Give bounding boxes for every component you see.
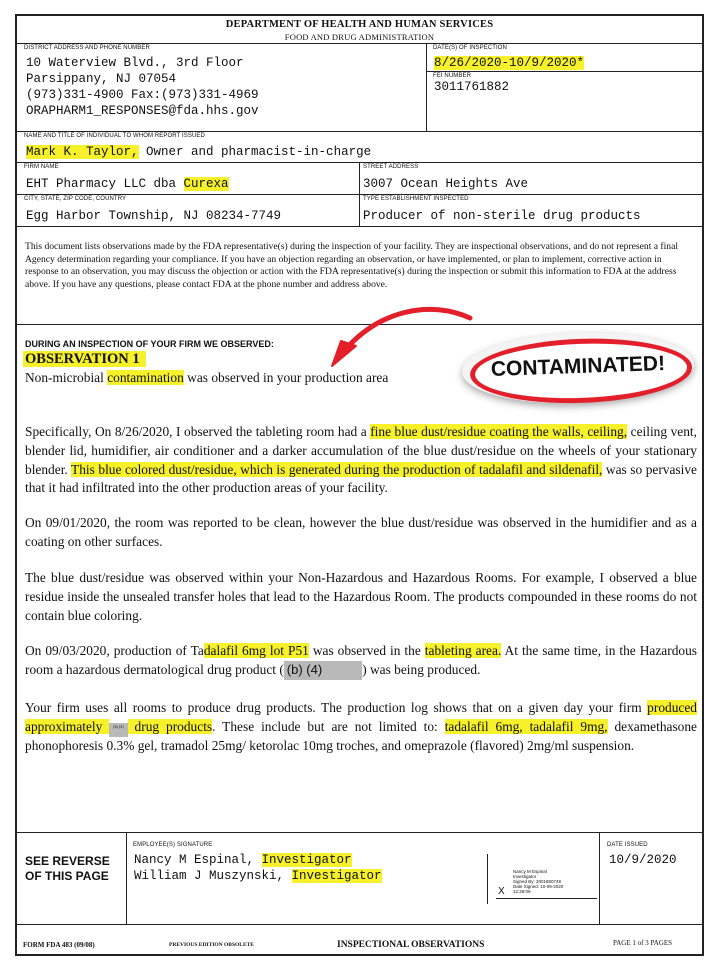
department-heading: DEPARTMENT OF HEALTH AND HUMAN SERVICES — [225, 19, 494, 30]
individual-title: Owner and pharmacist-in-charge — [138, 145, 372, 159]
p1-text: Specifically, On 8/26/2020, I observed the tableting room had a — [25, 424, 371, 439]
observed-heading: DURING AN INSPECTION OF YOUR FIRM WE OBSERVED: — [25, 339, 274, 349]
red-arrow-head-icon — [332, 341, 356, 366]
establishment-value: Producer of non-sterile drug products — [363, 209, 641, 223]
red-arrow-icon — [345, 309, 470, 350]
p5-highlight-2: drug products — [127, 718, 213, 734]
fei-label: FEI NUMBER — [433, 73, 472, 79]
inspection-dates-label: DATE(S) OF INSPECTION — [433, 45, 507, 51]
p4-text: was observed in the — [308, 643, 425, 658]
city-value: Egg Harbor Township, NJ 08234-7749 — [26, 209, 282, 223]
stamp-line: Signed By: 2001860749 — [513, 879, 562, 884]
district-line-2: Parsippany, NJ 07054 — [26, 72, 177, 86]
p4-text: At the same time, in the Hazardous room a hazardous dermatological drug product ( — [25, 643, 698, 677]
p1-highlight-2: This blue colored dust/residue, which is generated during the production of tadalafil and sildenafil, — [71, 461, 603, 477]
city-label: CITY, STATE, ZIP CODE, COUNTRY — [24, 196, 127, 202]
street-value: 3007 Ocean Heights Ave — [363, 177, 529, 191]
footer-title: INSPECTIONAL OBSERVATIONS — [337, 940, 485, 950]
signer-2-name: William J Muszynski, — [134, 869, 292, 883]
firm-label: FIRM NAME — [24, 164, 59, 170]
p1-text: was so pervasive that it had infiltrated into the other production areas of your facility. — [25, 461, 697, 496]
street-label: STREET ADDRESS — [363, 164, 419, 170]
paragraph-2: On 09/01/2020, the room was reported to be clean, however the blue dust/residue was observed in the humidifier and as a coating on other surfaces. — [25, 515, 697, 549]
district-label: DISTRICT ADDRESS AND PHONE NUMBER — [24, 45, 150, 51]
p5-highlight-1: produced approximately — [25, 700, 697, 734]
individual-name: Mark K. Taylor, — [26, 145, 139, 159]
see-reverse-line-2: OF THIS PAGE — [25, 869, 109, 883]
date-issued-label: DATE ISSUED — [607, 842, 648, 848]
establishment-label: TYPE ESTABLISHMENT INSPECTED — [363, 196, 469, 202]
p5-text: . These include but are not limited to: — [212, 718, 445, 734]
signer-1-name: Nancy M Espinal, — [134, 853, 262, 867]
p5-highlight-3: tadalafil 6mg, tadalafil 9mg, — [444, 718, 608, 734]
firm-dba: Curexa — [183, 177, 229, 191]
inspection-dates-text: 8/26/2020-10/9/2020* — [434, 56, 585, 70]
obs-lead-a: Non-microbial — [25, 370, 108, 385]
stamp-line: Investigator — [513, 874, 537, 879]
redaction-box: (b) (4) — [284, 661, 362, 680]
obs-lead-c: was observed in your production area — [183, 370, 389, 385]
p5-text: Your firm uses all rooms to produce drug products. The production log shows that on a given day your firm — [25, 700, 648, 715]
p4-highlight-2: tableting area. — [424, 643, 502, 658]
district-email: ORAPHARM1_RESPONSES@fda.hhs.gov — [26, 104, 259, 118]
previous-edition-note: PREVIOUS EDITION OBSOLETE — [169, 942, 254, 948]
observation-title-text: OBSERVATION 1 — [23, 351, 146, 367]
signer-1-title: Investigator — [261, 853, 352, 867]
callout-text: CONTAMINATED! — [490, 351, 666, 382]
p1-highlight-1: fine blue dust/residue coating the walls, ceiling, — [370, 424, 628, 439]
p4-highlight-1: dalafil 6mg lot P51 — [203, 643, 309, 658]
district-line-1: 10 Waterview Blvd., 3rd Floor — [26, 56, 244, 70]
stamp-line: 12:28:09 — [513, 889, 531, 894]
page-number: PAGE 1 of 3 PAGES — [613, 939, 672, 947]
signature-x-mark: X — [498, 886, 505, 897]
firm-name: EHT Pharmacy LLC dba — [26, 177, 184, 191]
obs-lead-highlight: contamination — [107, 370, 184, 385]
p5-text: dexamethasone phonophoresis 0.3% gel, tramadol 25mg/ ketorolac 10mg troches, and omeprazole (flavored) 2mg/ml suspension. — [25, 718, 697, 753]
disclaimer-text: This document lists observations made by the FDA representative(s) during the inspection of your facility. They are inspectional observations, and do not represent a final Agency determination regarding your compliance. If you have an objection regarding an observation, or have implemented, or plan to implement, corrective action in response to an observation, you may discuss the objection or action with the FDA representative(s) during the inspection or submit this information to FDA at the address above. If you have any questions, please contact FDA at the phone number and address above. — [25, 241, 679, 290]
individual-label: NAME AND TITLE OF INDIVIDUAL TO WHOM REPORT ISSUED — [24, 133, 205, 139]
employee-signature-label: EMPLOYEE(S) SIGNATURE — [133, 842, 213, 848]
redaction-label: (b) (4) — [113, 723, 124, 729]
paragraph-3: The blue dust/residue was observed within your Non-Hazardous and Hazardous Rooms. For example, I observed a blue residue inside the unsealed transfer holes that lead to the Hazardous Room. The products compounded in these rooms do not contain blue coloring. — [25, 570, 697, 623]
form-number: FORM FDA 483 (09/08) — [23, 941, 95, 949]
agency-heading: FOOD AND DRUG ADMINISTRATION — [284, 32, 435, 42]
see-reverse-line-1: SEE REVERSE — [25, 854, 110, 868]
contaminated-callout — [461, 329, 695, 407]
fei-value: 3011761882 — [434, 80, 510, 94]
date-issued-value: 10/9/2020 — [609, 853, 677, 867]
p4-text: On 09/03/2020, production of Ta — [25, 643, 204, 658]
p1-text: ceiling vent, blender lid, humidifier, air conditioner and a darker accumulation of the blue dust/residue on the wheels of your stationary blender. — [25, 424, 697, 477]
stamp-line: Nancy M Espinal — [513, 869, 547, 874]
stamp-line: Date Signed: 10-09-2020 — [513, 884, 564, 889]
district-phone: (973)331-4900 Fax:(973)331-4969 — [26, 88, 259, 102]
p4-text: ) was being produced. — [362, 661, 481, 677]
signer-2-title: Investigator — [291, 869, 382, 883]
